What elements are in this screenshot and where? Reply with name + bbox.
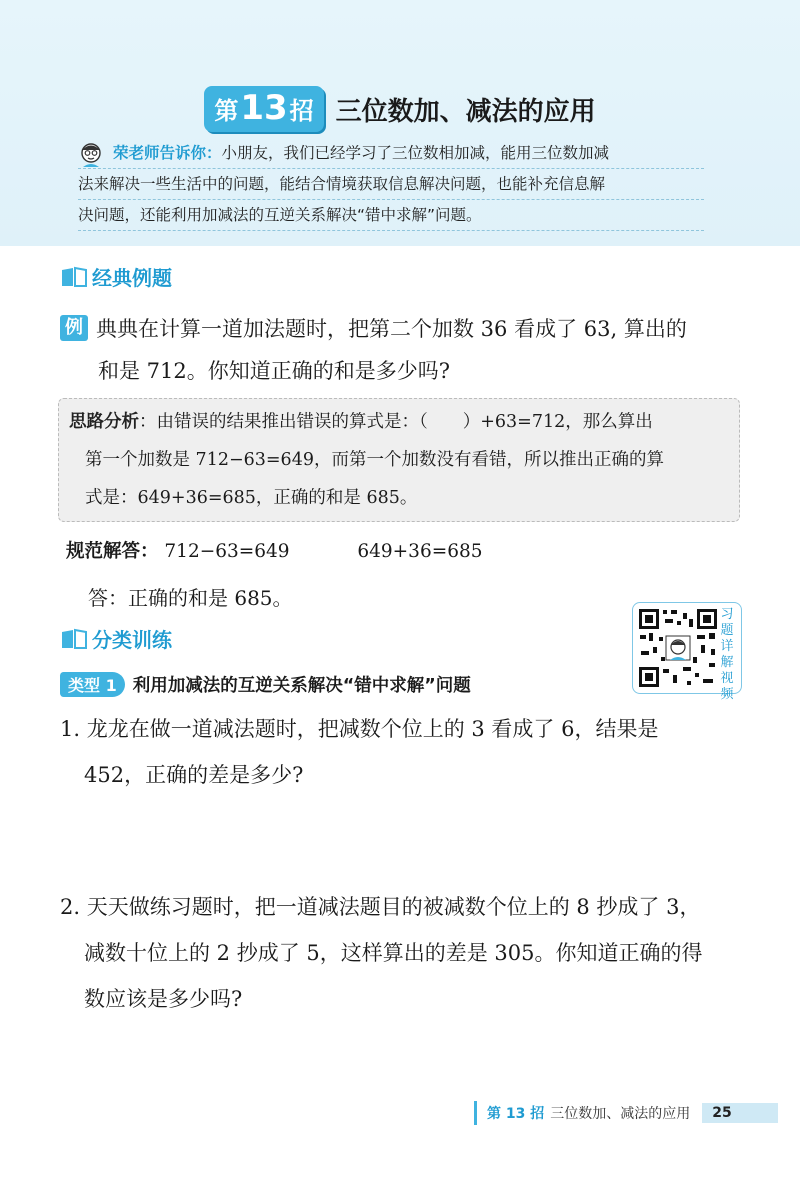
badge-suffix: 招 xyxy=(289,97,314,125)
qr-code-icon xyxy=(637,607,719,689)
section-training-heading xyxy=(60,624,172,653)
page-number: 25 xyxy=(702,1103,777,1123)
footer-title: 三位数加、减法的应用 xyxy=(550,1106,691,1122)
qr-code[interactable] xyxy=(632,602,742,702)
analysis-box xyxy=(58,398,740,522)
example-badge: 例 xyxy=(60,315,88,341)
type-badge: 类型 1 xyxy=(60,672,125,697)
chapter-badge xyxy=(204,86,323,132)
analysis-line-3: 式是：649+36=685，正确的和是 685。 xyxy=(85,488,418,508)
analysis-label: 思路分析 xyxy=(69,412,139,432)
tip-text-1: 小朋友，我们已经学习了三位数相加减，能用三位数加减 xyxy=(221,144,609,162)
example-line-1 xyxy=(60,308,760,350)
analysis-line-2: 第一个加数是 712−63=649，而第一个加数没有看错，所以推出正确的算 xyxy=(85,450,664,470)
example-line-2: 和是 712。你知道正确的和是多少吗? xyxy=(98,359,451,383)
solution-step-2: 649+36=685 xyxy=(357,541,483,562)
example-problem xyxy=(60,308,760,392)
section-training-title: 分类训练 xyxy=(92,628,172,652)
solution-label: 规范解答： xyxy=(66,541,159,562)
tip-line-3: 决问题，还能利用加减法的互逆关系解决“错中求解”问题。 xyxy=(78,200,704,231)
analysis-line-1 xyxy=(69,403,729,441)
analysis-text-1: ：由错误的结果推出错误的算式是：（ ）+63=712，那么算出 xyxy=(139,412,653,432)
type-heading xyxy=(60,672,471,697)
tip-line-2: 法来解决一些生活中的问题，能结合情境获取信息解决问题，也能补充信息解 xyxy=(78,169,704,200)
page-footer xyxy=(474,1100,800,1126)
qr-caption-char: 频 xyxy=(720,687,734,702)
teacher-avatar-icon xyxy=(78,141,104,167)
example-text-1: 典典在计算一道加法题时，把第二个加数 36 看成了 63, 算出的 xyxy=(96,317,687,341)
page-title: 三位数加、减法的应用 xyxy=(335,96,596,127)
chapter-title xyxy=(0,86,800,132)
badge-prefix: 第 xyxy=(214,97,239,125)
footer-chapter: 第 13 招 xyxy=(487,1106,545,1122)
qr-caption-char: 习 xyxy=(720,607,734,622)
badge-number: 13 xyxy=(240,88,288,128)
solution-answer: 答：正确的和是 685。 xyxy=(88,586,293,610)
question-2-line-3: 数应该是多少吗? xyxy=(84,987,243,1011)
book-icon xyxy=(60,628,88,650)
question-2 xyxy=(60,884,750,1022)
footer-divider xyxy=(474,1101,477,1125)
book-icon xyxy=(60,266,88,288)
type-title: 利用加减法的互逆关系解决“错中求解”问题 xyxy=(132,676,471,696)
tip-line-1 xyxy=(78,138,704,169)
question-1-line-1: 1. 龙龙在做一道减法题时，把减数个位上的 3 看成了 6，结果是 xyxy=(60,717,659,741)
section-example-title: 经典例题 xyxy=(92,266,172,290)
qr-caption-char: 题 xyxy=(720,623,734,638)
qr-caption-char: 详 xyxy=(720,639,734,654)
question-1 xyxy=(60,706,750,798)
question-1-line-2: 452，正确的差是多少? xyxy=(84,763,304,787)
teacher-tip xyxy=(78,138,704,231)
qr-caption-char: 解 xyxy=(720,655,734,670)
qr-caption-char: 视 xyxy=(720,671,734,686)
question-2-line-2: 减数十位上的 2 抄成了 5，这样算出的差是 305。你知道正确的得 xyxy=(84,941,703,965)
question-2-line-1: 2. 天天做练习题时，把一道减法题目的被减数个位上的 8 抄成了 3， xyxy=(60,895,701,919)
solution xyxy=(66,532,483,572)
section-example-heading xyxy=(60,262,172,291)
tip-label: 荣老师告诉你： xyxy=(112,144,222,162)
qr-caption xyxy=(719,607,735,703)
solution-step-1: 712−63=649 xyxy=(164,541,290,562)
